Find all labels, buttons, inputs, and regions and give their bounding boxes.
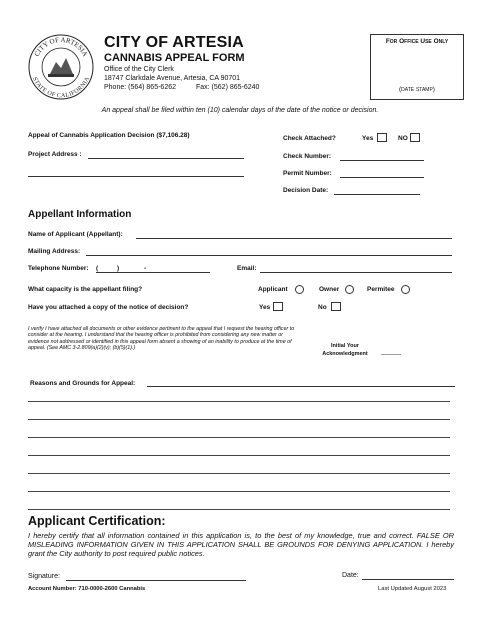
initial-acknowledgment-label: Initial Your Acknowledgment (322, 343, 368, 357)
mailing-address-label: Mailing Address: (28, 248, 81, 255)
reasons-line-5[interactable] (28, 473, 450, 474)
seal-bottom-text: STATE OF CALIFORNIA (31, 76, 91, 100)
seal-top-text: CITY OF ARTESIA (32, 35, 90, 58)
office-name: Office of the City Clerk (104, 66, 174, 73)
tel-dash: - (144, 265, 147, 272)
date-label: Date: (342, 572, 359, 579)
reasons-line-7[interactable] (28, 509, 450, 510)
check-no-label: NO (398, 135, 408, 142)
reasons-line-0[interactable] (147, 386, 455, 387)
telephone-field[interactable] (96, 272, 210, 273)
certification-text: I hereby certify that all information contained in this application is, to the best of my knowledge, true and correct. FALSE OR MISLEADING INFORMATION GIVEN IN THIS APPLICATION SHALL BE GROUNDS FOR DENYING APPLICATION. I hereby grant the City authority to post required public notices. (28, 531, 454, 558)
svg-text:CITY OF ARTESIA (33, 36, 89, 58)
verification-statement: I verify I have attached all documents or other evidence pertinent to the appeal that I request the hearing officer to consider at the hearing. I understand that the hearing officer is prohibited from considering any new matter or evidence not addressed or identified in this appeal form absent a showing of an inability to produce at the time of appeal. (See AMC 3-2.809(a)(2)(v); (b)(5)(1).) (28, 326, 295, 351)
telephone-label: Telephone Number: (28, 265, 89, 272)
project-address-label: Project Address : (28, 151, 82, 158)
applicant-name-label: Name of Applicant (Appellant): (28, 231, 123, 238)
reasons-label: Reasons and Grounds for Appeal: (30, 380, 136, 387)
permitee-option-label: Permitee (367, 286, 395, 293)
office-use-box (370, 34, 464, 100)
reasons-line-4[interactable] (28, 455, 450, 456)
check-yes-checkbox[interactable] (377, 133, 387, 142)
signature-label: Signature: (28, 573, 60, 580)
applicant-name-field[interactable] (136, 238, 452, 239)
tel-open-paren: ( (96, 265, 99, 272)
appeal-decision-label: Appeal of Cannabis Application Decision ($7,106.28) (28, 132, 190, 139)
copy-yes-label: Yes (259, 304, 271, 311)
capacity-question: What capacity is the appellant filing? (28, 286, 143, 293)
filing-notice: An appeal shall be filed within ten (10) calendar days of the date of the notice or decision. (101, 107, 379, 114)
last-updated: Last Updated August 2023 (378, 586, 447, 592)
email-field[interactable] (260, 272, 452, 273)
office-fax: Fax: (562) 865-6240 (196, 84, 260, 91)
permit-number-label: Permit Number: (283, 170, 332, 177)
applicant-option-label: Applicant (258, 286, 288, 293)
reasons-line-1[interactable] (28, 401, 450, 402)
check-number-field[interactable] (340, 160, 424, 161)
city-name: CITY OF ARTESIA (104, 34, 244, 51)
decision-date-field[interactable] (334, 194, 420, 195)
copy-yes-checkbox[interactable] (273, 302, 283, 311)
office-address: 18747 Clarkdale Avenue, Artesia, CA 90701 (104, 75, 241, 82)
reasons-line-3[interactable] (28, 437, 450, 438)
svg-text:STATE OF CALIFORNIA (31, 76, 91, 99)
city-seal (28, 34, 94, 100)
email-label: Email: (237, 265, 257, 272)
permitee-radio[interactable] (401, 285, 410, 294)
check-yes-label: Yes (362, 135, 374, 142)
copy-no-label: No (318, 304, 327, 311)
check-attached-label: Check Attached? (283, 135, 336, 142)
certification-heading: Applicant Certification: (28, 514, 166, 528)
account-number: Account Number: 710-0000-2600 Cannabis (28, 586, 146, 592)
owner-radio[interactable] (345, 285, 354, 294)
decision-date-label: Decision Date: (283, 187, 329, 194)
tel-close-paren: ) (117, 265, 120, 272)
initial-acknowledgment-field[interactable]: ______ (381, 349, 402, 355)
copy-no-checkbox[interactable] (331, 302, 341, 311)
reasons-line-2[interactable] (28, 419, 450, 420)
date-field[interactable] (362, 579, 454, 580)
office-phone: Phone: (564) 865-6262 (104, 84, 176, 91)
check-no-checkbox[interactable] (410, 133, 420, 142)
project-address-field[interactable] (88, 158, 244, 159)
form-title: CANNABIS APPEAL FORM (104, 52, 245, 64)
owner-option-label: Owner (319, 286, 340, 293)
signature-field[interactable] (66, 580, 246, 581)
notice-copy-question: Have you attached a copy of the notice of decision? (28, 304, 189, 311)
appellant-heading: Appellant Information (28, 209, 132, 220)
check-number-label: Check Number: (283, 153, 332, 160)
project-address-field-2[interactable] (28, 176, 244, 177)
office-use-title: For Office Use Only (385, 38, 449, 45)
mailing-address-field[interactable] (86, 255, 452, 256)
permit-number-field[interactable] (340, 177, 424, 178)
date-stamp-label: (date stamp) (399, 86, 435, 93)
applicant-radio[interactable] (295, 285, 304, 294)
reasons-line-6[interactable] (28, 491, 450, 492)
